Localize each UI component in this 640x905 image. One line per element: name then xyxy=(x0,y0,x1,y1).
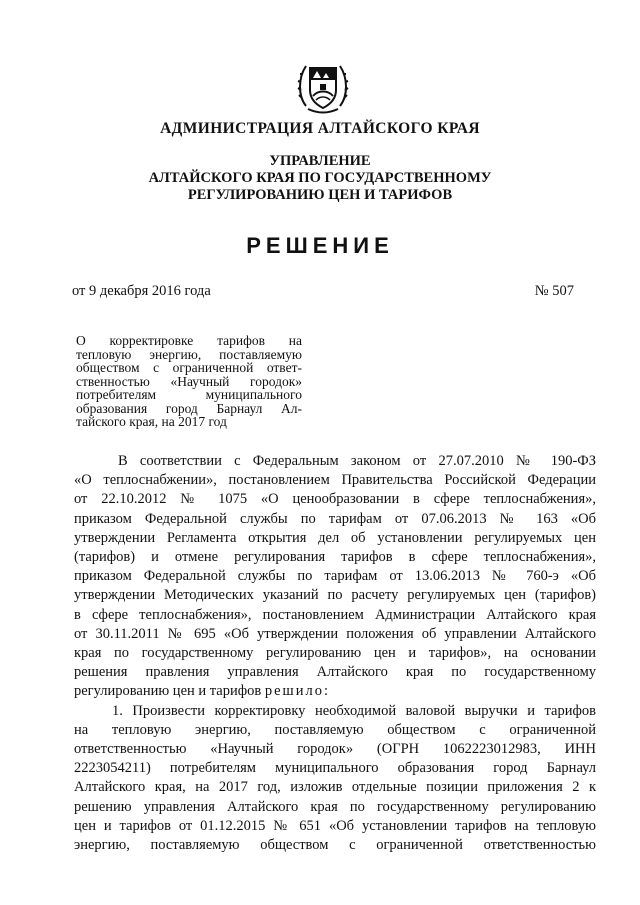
document-type-title: РЕШЕНИЕ xyxy=(246,233,394,258)
body-line: «О теплоснабжении», постановлением Правительства Российской Федерации xyxy=(74,472,596,489)
subject-line: тепловую энергию, поставляемую xyxy=(76,346,302,362)
body-line: приказом Федеральной службы по тарифам от 07.06.2013 № 163 «Об xyxy=(74,510,596,527)
body-line: Алтайского края, на 2017 год, изложив отдельные позиции приложения 2 к xyxy=(74,779,596,796)
department-line: РЕГУЛИРОВАНИЮ ЦЕН И ТАРИФОВ xyxy=(187,187,453,203)
body-line: энергию, поставляемую обществом с ограниченной ответственностью xyxy=(74,837,596,854)
org-name: АДМИНИСТРАЦИЯ АЛТАЙСКОГО КРАЯ xyxy=(160,120,480,137)
subject-line: ственностью «Научный городок» xyxy=(76,373,302,389)
body-line: утверждении Регламента открытия дел об установлении регулируемых цен xyxy=(74,529,596,546)
decision-subject xyxy=(76,334,302,429)
body-line: 2223054211) потребителям муниципального образования город Барнаул xyxy=(74,760,596,777)
body-line: 1. Произвести корректировку необходимой валовой выручки и тарифов xyxy=(112,702,596,719)
body-line: цен и тарифов от 01.12.2015 № 651 «Об установлении тарифов на тепловую xyxy=(74,817,596,834)
department-line: АЛТАЙСКОГО КРАЯ ПО ГОСУДАРСТВЕННОМУ xyxy=(148,170,492,186)
body-line: приказом Федеральной службы по тарифам от 13.06.2013 № 760-э «Об xyxy=(74,568,596,585)
subject-line: тайского края, на 2017 год xyxy=(76,414,227,429)
decision-body xyxy=(74,452,596,855)
body-line: в сфере теплоснабжения», постановлением Администрации Алтайского края xyxy=(74,606,596,623)
coat-of-arms-icon xyxy=(296,56,350,116)
body-line: края по государственному регулированию цен и тарифов», на основании xyxy=(74,645,596,662)
body-line: решению управления Алтайского края по государственному регулированию xyxy=(74,798,596,815)
body-line: В соответствии с Федеральным законом от 27.07.2010 № 190-ФЗ xyxy=(118,453,596,469)
decided-word: решило: xyxy=(264,683,330,700)
subject-line: обществом с ограниченной ответ- xyxy=(76,360,302,375)
body-line: от 22.10.2012 № 1075 «О ценообразовании в сфере теплоснабжения», xyxy=(74,491,596,508)
subject-line: потребителям муниципального xyxy=(76,387,302,402)
subject-line: О корректировке тарифов на xyxy=(76,333,302,348)
decision-date: от 9 декабря 2016 года xyxy=(72,283,211,299)
subject-line: образования город Барнаул Ал- xyxy=(76,400,302,416)
department-name xyxy=(0,153,640,204)
body-line-text: регулированию цен и тарифов xyxy=(74,683,262,700)
decision-number: № 507 xyxy=(534,283,574,299)
body-line: на тепловую энергию, поставляемую обществом с ограниченной xyxy=(74,721,596,738)
body-line: (тарифов) и отмене регулирования тарифов в сфере теплоснабжения», xyxy=(74,549,596,566)
body-line xyxy=(74,682,596,701)
body-line: утверждении Методических указаний по расчету регулируемых цен (тарифов) xyxy=(74,587,596,604)
department-line: УПРАВЛЕНИЕ xyxy=(269,153,371,169)
body-line: ответственностью «Научный городок» (ОГРН 1062223012983, ИНН xyxy=(74,741,596,758)
body-line: решения правления управления Алтайского края по государственному xyxy=(74,664,596,681)
body-line: от 30.11.2011 № 695 «Об утверждении положения об управлении Алтайского xyxy=(74,625,596,642)
